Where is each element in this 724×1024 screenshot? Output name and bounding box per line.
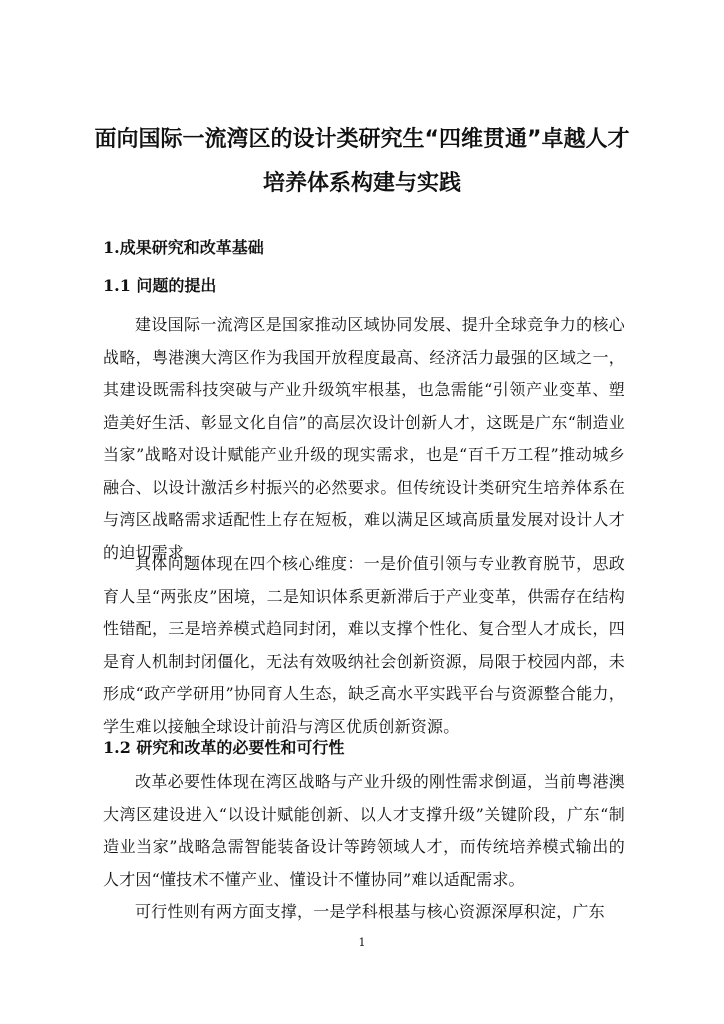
paragraph: 具体问题体现在四个核心维度：一是价值引领与专业教育脱节，思政育人呈“两张皮”困境，二是知识体系更新滞后于产业变革，供需存在结构性错配，三是培养模式趋同封闭，难以支撑个性化、复合型人才成长，四是育人机制封闭僵化，无法有效吸纳社会创新资源，局限于校园内部，未形成“政产学研用”协同育人生态，缺乏高水平实践平台与资源整合能力，学生难以接触全球设计前沿与湾区优质创新资源。: [103, 554, 625, 736]
page-number: 1: [358, 936, 366, 949]
paragraph: 建设国际一流湾区是国家推动区域协同发展、提升全球竞争力的核心战略，粤港澳大湾区作为我国开放程度最高、经济活力最强的区域之一，其建设既需科技突破与产业升级筑牢根基，也急需能“引领产业变革、塑造美好生活、彰显文化自信”的高层次设计创新人才，这既是广东“制造业当家”战略对设计赋能产业升级的现实需求，也是“百千万工程”推动城乡融合、以设计激活乡村振兴的必然要求。但传统设计类研究生培养体系在与湾区战略需求适配性上存在短板，难以满足区域高质量发展对设计人才的迫切需求。: [103, 315, 625, 562]
subsection-heading: 1.1 问题的提出: [103, 276, 217, 295]
section-heading: 1.成果研究和改革基础: [103, 238, 264, 257]
paragraph: 改革必要性体现在湾区战略与产业升级的刚性需求倒逼，当前粤港澳大湾区建设进入“以设计赋能创新、以人才支撑升级”关键阶段，广东“制造业当家”战略急需智能装备设计等跨领域人才，而传统培养模式输出的人才因“懂技术不懂产业、懂设计不懂协同”难以适配需求。: [103, 772, 625, 889]
paragraph: 可行性则有两方面支撑，一是学科根基与核心资源深厚积淀，广东: [135, 902, 605, 921]
document-title: 面向国际一流湾区的设计类研究生“四维贯通”卓越人才培养体系构建与实践: [94, 127, 630, 196]
subsection-heading: 1.2 研究和改革的必要性和可行性: [103, 738, 345, 757]
